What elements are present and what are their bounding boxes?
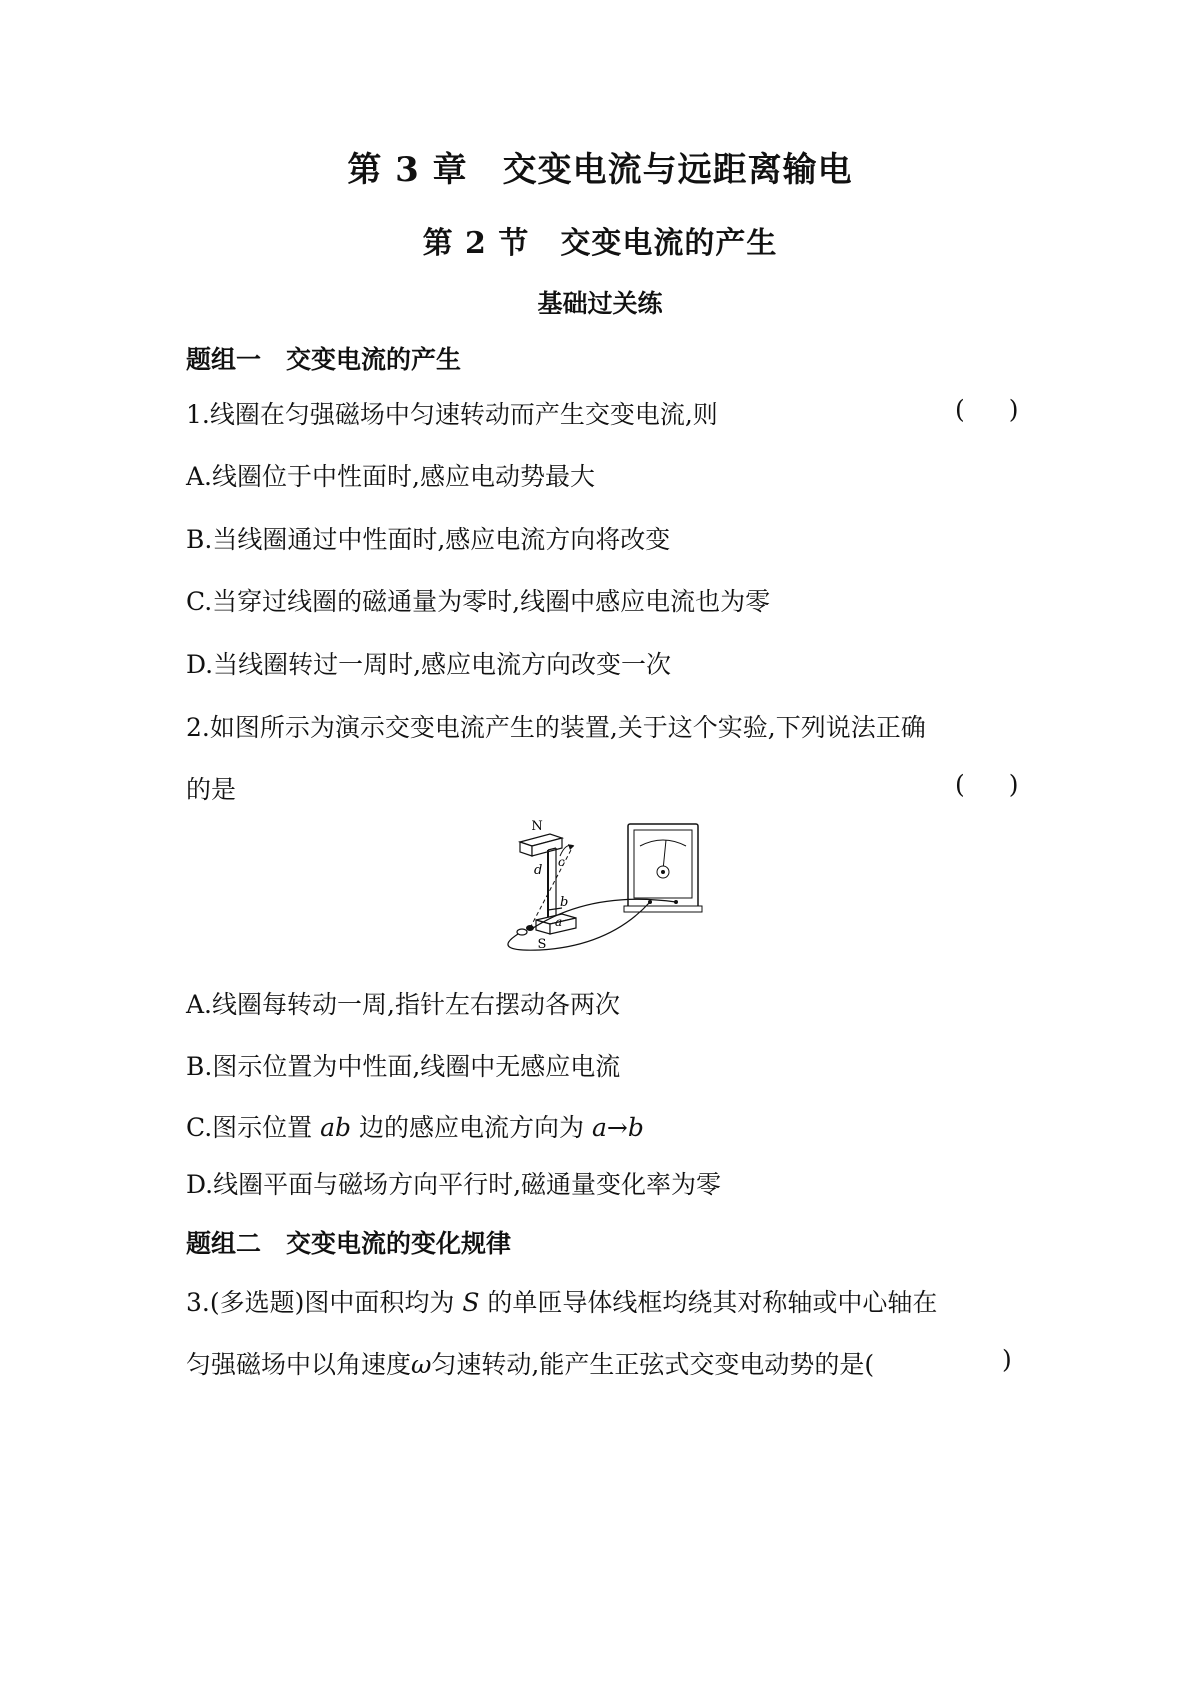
label-n: N [531, 820, 543, 834]
q3-line1-prefix: 3.(多选题)图中面积均为 [186, 1288, 463, 1317]
q2-paren-open: ( [955, 770, 965, 799]
q1-option-c: C.当穿过线圈的磁通量为零时,线圈中感应电流也为零 [186, 587, 771, 616]
q3-line1-s: S [462, 1288, 480, 1317]
q2-option-c-mid: 边的感应电流方向为 [351, 1113, 592, 1142]
q2-option-a: A.线圈每转动一周,指针左右摆动各两次 [186, 990, 620, 1019]
q2-stem-line2: 的是 [186, 775, 237, 804]
q3-line2-omega: ω [411, 1350, 432, 1379]
q2-answer-paren [955, 770, 1019, 799]
q1-paren-open: ( [955, 395, 965, 424]
group2-heading: 题组二 交变电流的变化规律 [186, 1229, 512, 1258]
q1-answer-paren [955, 395, 1019, 424]
q3-answer-paren-close: ) [1002, 1345, 1012, 1374]
label-s: S [537, 937, 547, 952]
label-b: b [560, 895, 569, 910]
q3-stem-line1 [186, 1283, 937, 1319]
label-a: a [555, 915, 563, 929]
q2-option-b: B.图示位置为中性面,线圈中无感应电流 [186, 1052, 621, 1081]
q3-line2-prefix: 匀强磁场中以角速度 [186, 1350, 412, 1379]
q2-option-c-prefix: C.图示位置 [186, 1113, 321, 1142]
practice-title: 基础过关练 [537, 289, 663, 318]
slip-ring [517, 929, 527, 935]
q2-option-c-a: a [591, 1113, 607, 1142]
q2-option-d: D.线圈平面与磁场方向平行时,磁通量变化率为零 [186, 1170, 722, 1199]
q1-option-b: B.当线圈通过中性面时,感应电流方向将改变 [186, 525, 671, 554]
q3-line1-suffix: 的单匝导体线框均绕其对称轴或中心轴在 [479, 1288, 938, 1317]
q2-option-c-ab: ab [320, 1113, 352, 1142]
section-title: 第 2 节 交变电流的产生 [422, 226, 778, 261]
q2-stem-line1: 2.如图所示为演示交变电流产生的装置,关于这个实验,下列说法正确 [186, 713, 926, 742]
q2-option-c-b: b [627, 1113, 644, 1142]
q2-paren-close: ) [1008, 770, 1019, 799]
q2-option-c [186, 1108, 644, 1144]
chapter-title: 第 3 章 交变电流与远距离输电 [347, 150, 853, 190]
q1-option-a: A.线圈位于中性面时,感应电动势最大 [186, 462, 595, 491]
q1-paren-close: ) [1008, 395, 1019, 424]
group1-heading: 题组一 交变电流的产生 [186, 345, 462, 374]
ac-generator-figure [500, 820, 710, 955]
label-d: d [534, 863, 543, 878]
label-c: c [558, 855, 565, 869]
q1-stem: 1.线圈在匀强磁场中匀速转动而产生交变电流,则 [186, 400, 718, 429]
q3-stem-line2 [186, 1345, 874, 1381]
q3-line2-suffix: 匀速转动,能产生正弦式交变电动势的是( [431, 1350, 875, 1379]
q1-option-d: D.当线圈转过一周时,感应电流方向改变一次 [186, 650, 672, 679]
q2-option-c-arrow: → [606, 1113, 628, 1142]
